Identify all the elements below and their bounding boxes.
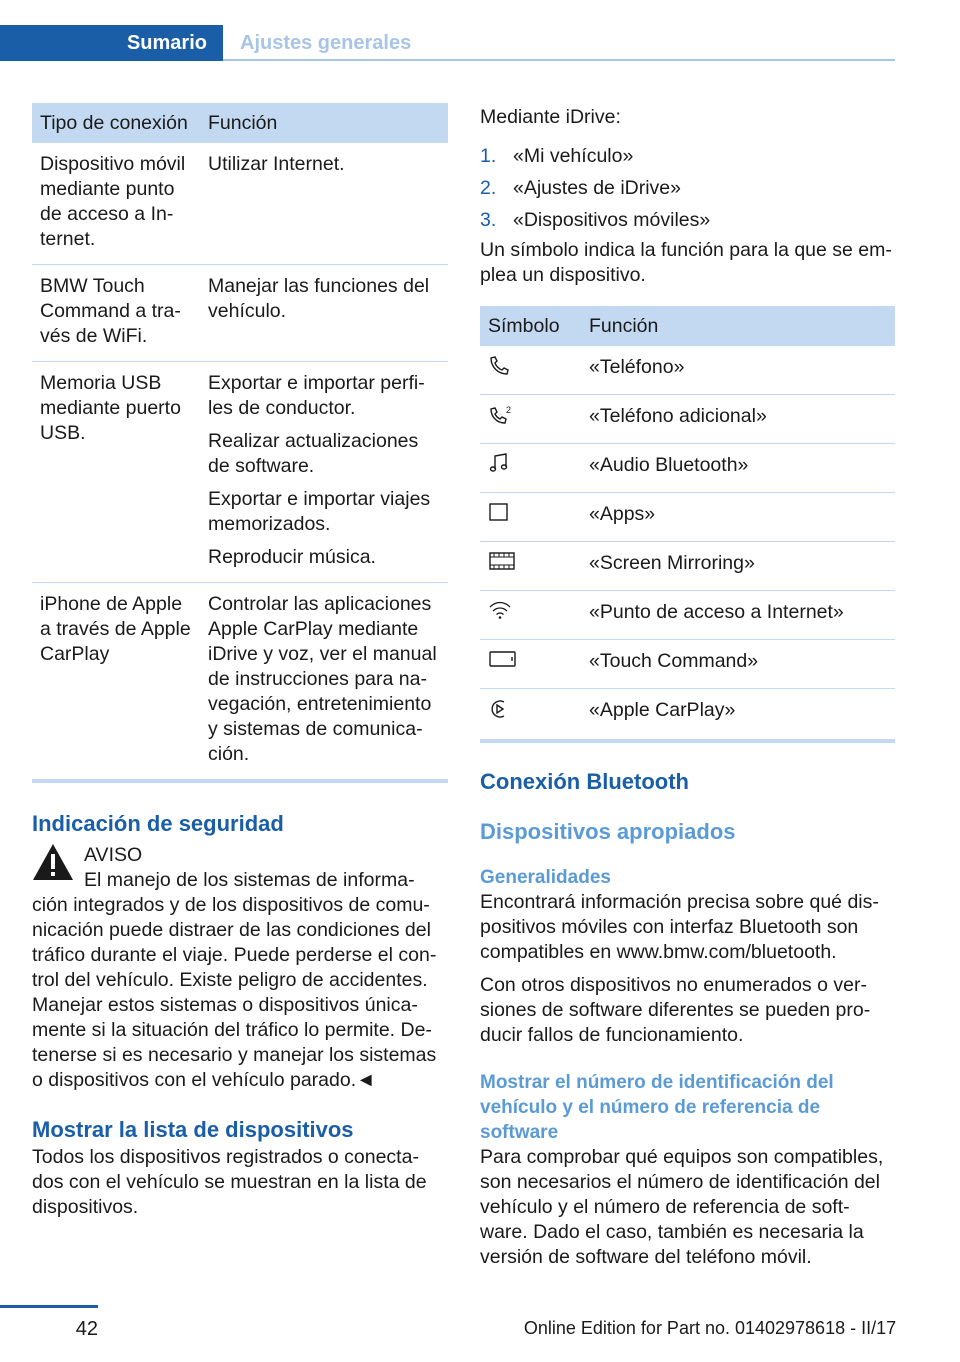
table-header-function: Función — [581, 306, 895, 346]
list-item — [480, 176, 895, 201]
function-text: Manejar las funciones del vehículo. — [208, 275, 430, 322]
vin-paragraph: Para comprobar qué equipos son compatibles, son necesarios el número de identificación del vehículo y el número de referencia de soft-ware. Dado el caso, también es necesaria la versión de software del teléfono móvil. — [480, 1146, 884, 1268]
step-text: «Dispositivos móviles» — [513, 209, 711, 231]
edition-footer: Online Edition for Part no. 01402978618 - II/17 — [523, 1318, 897, 1338]
list-item — [480, 144, 895, 169]
table-row — [480, 542, 895, 591]
left-column — [32, 103, 448, 1220]
table-header-symbol: Símbolo — [480, 306, 581, 346]
table-row — [480, 395, 895, 444]
warning-triangle-icon — [32, 843, 74, 881]
table-header-type: Tipo de conexión — [32, 103, 200, 143]
table-row — [32, 362, 448, 583]
warning-block — [32, 843, 448, 1093]
table-row — [480, 591, 895, 640]
vin-title: Mostrar el número de identificación del vehículo y el número de referencia de software — [480, 1072, 834, 1143]
page-number: 42 — [75, 1318, 98, 1340]
symbol-function: «Punto de acceso a Internet» — [581, 591, 895, 640]
device-list-text: Todos los dispositivos registrados o conecta-dos con el vehículo se muestran en la lista de dispositivos. — [32, 1146, 427, 1218]
table-row — [480, 493, 895, 542]
bluetooth-title: Conexión Bluetooth — [480, 769, 689, 794]
symbol-function: «Apple CarPlay» — [589, 699, 736, 721]
safety-title: Indicación de seguridad — [32, 811, 284, 836]
table-row — [480, 640, 895, 689]
tab-ajustes-generales[interactable]: Ajustes generales — [240, 31, 412, 54]
connection-function — [200, 143, 448, 265]
svg-text:2: 2 — [506, 405, 512, 415]
symbol-note: Un símbolo indica la función para la que se em-plea un dispositivo. — [480, 239, 892, 286]
symbol-table — [480, 306, 895, 739]
general-title: Generalidades — [480, 867, 611, 888]
general-paragraph-1: Encontrará información precisa sobre qué dis-positivos móviles con interfaz Bluetooth son compatibles en www.bmw.com/bluetooth. — [480, 891, 879, 963]
connection-type: Dispositivo móvil mediante punto de acceso a In-ternet. — [32, 143, 200, 265]
wifi-icon — [488, 600, 512, 620]
phone-2-icon — [488, 404, 514, 424]
connection-type: Memoria USB mediante puerto USB. — [32, 362, 200, 583]
touch-command-icon — [488, 649, 518, 669]
symbol-function: «Teléfono adicional» — [581, 395, 895, 444]
symbol-function: «Apps» — [581, 493, 895, 542]
function-text: Reproducir música. — [208, 546, 376, 568]
header-tabbar — [0, 25, 895, 61]
apps-square-icon — [488, 502, 510, 522]
connection-function — [200, 583, 448, 780]
connection-function — [200, 362, 448, 583]
symbol-function: «Teléfono» — [581, 346, 895, 395]
function-text: Exportar e importar perfi-les de conductor. — [208, 372, 425, 419]
table-header-function: Función — [200, 103, 448, 143]
symbol-function: «Audio Bluetooth» — [581, 444, 895, 493]
phone-icon — [488, 355, 510, 375]
table-row — [32, 583, 448, 780]
function-text: Utilizar Internet. — [208, 153, 345, 175]
right-column — [480, 103, 895, 1270]
step-number: 2. — [480, 177, 497, 199]
film-icon — [488, 551, 516, 571]
step-number: 1. — [480, 145, 497, 167]
connection-type: iPhone de Apple a través de Apple CarPlay — [40, 593, 191, 665]
table-row — [480, 444, 895, 493]
idrive-intro: Mediante iDrive: — [480, 106, 621, 128]
function-text: Exportar e importar viajes memorizados. — [208, 488, 431, 535]
function-text: Realizar actualizaciones de software. — [208, 430, 419, 477]
step-number: 3. — [480, 209, 497, 231]
bluetooth-subtitle: Dispositivos apropiados — [480, 819, 736, 844]
warning-label: AVISO — [84, 844, 143, 866]
idrive-steps — [480, 144, 895, 233]
device-list-title: Mostrar la lista de dispositivos — [32, 1117, 354, 1142]
step-text: «Ajustes de iDrive» — [513, 177, 681, 199]
table-row — [32, 143, 448, 265]
symbol-function: «Touch Command» — [581, 640, 895, 689]
symbol-function: «Screen Mirroring» — [581, 542, 895, 591]
tab-sumario[interactable]: Sumario — [0, 25, 223, 61]
connection-type: BMW Touch Command a tra-vés de WiFi. — [32, 265, 200, 362]
table-row — [480, 346, 895, 395]
table-row — [480, 689, 895, 740]
connection-function — [200, 265, 448, 362]
tab-underline — [223, 59, 895, 61]
music-note-icon — [488, 453, 510, 473]
footer-rule — [0, 1305, 98, 1308]
general-paragraph-2: Con otros dispositivos no enumerados o ver-siones de software diferentes se pueden pro-ducir fallos de funcionamiento. — [480, 974, 871, 1046]
table-row — [32, 265, 448, 362]
carplay-icon — [488, 698, 510, 720]
warning-text: El manejo de los sistemas de informa-ción integrados y de los dispositivos de comu-nicación puede distraer de las condiciones del tráfico durante el viaje. Puede perderse el con-trol del vehículo. Existe peligro de accidentes. Manejar estos sistemas o dispositivos única-mente si la situación del tráfico lo permite. De-tenerse si es necesario y manejar los sistemas o dispositivos con el vehículo parado.◄ — [32, 869, 437, 1091]
connection-table — [32, 103, 448, 779]
step-text: «Mi vehículo» — [513, 145, 634, 167]
list-item — [480, 208, 895, 233]
function-text: Controlar las aplicaciones Apple CarPlay mediante iDrive y voz, ver el manual de instrucciones para na-vegación, entretenimiento y sistemas de comunica-ción. — [208, 593, 437, 765]
